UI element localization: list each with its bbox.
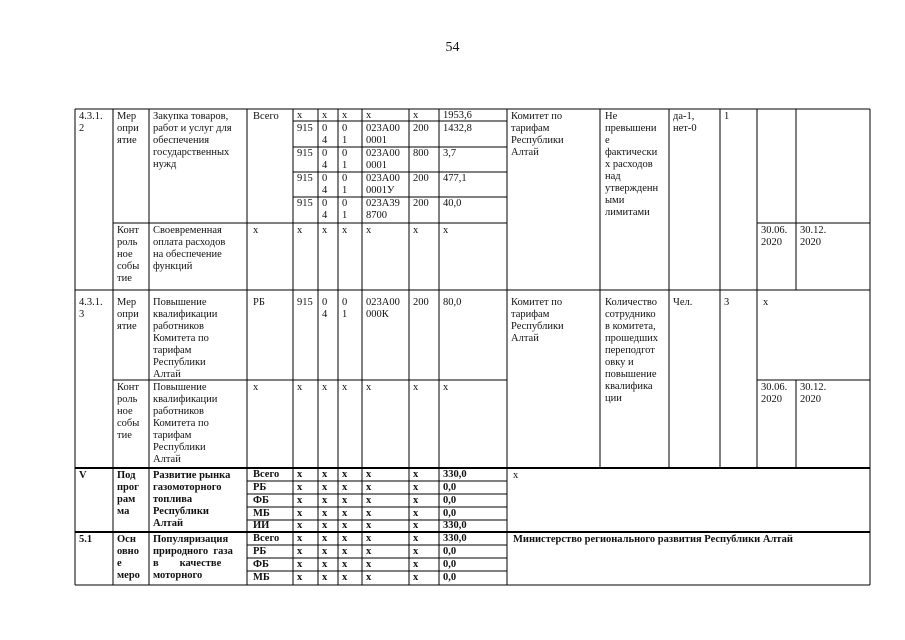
cell-amount: 0,0: [443, 559, 457, 570]
cell-grbs: x: [297, 520, 303, 531]
cell-grbs: x: [297, 469, 303, 480]
cell-vr: x: [413, 469, 419, 480]
cell-vr: x: [413, 520, 419, 531]
cell-grbs: x: [297, 110, 303, 121]
cell-csr: x: [366, 546, 372, 557]
cell-src: Всего: [253, 469, 280, 480]
cell-vr: x: [413, 546, 419, 557]
date-end: 30.12. 2020: [800, 225, 827, 248]
cell-csr: 023A39 8700: [366, 198, 400, 221]
cell-csr: x: [366, 225, 372, 236]
cell-grbs: x: [297, 482, 303, 493]
cell-vr: x: [413, 382, 419, 393]
cell-pr: x: [342, 382, 348, 393]
cell-vr: x: [413, 225, 419, 236]
cell-csr: x: [366, 482, 372, 493]
indicator: Не превышени е фактически х расходов над утвержденн ыми лимитами: [605, 111, 659, 218]
cell-grbs: x: [297, 559, 303, 570]
row-number: V: [79, 470, 87, 481]
cell-src: ФБ: [253, 495, 269, 506]
cell-src: Всего: [253, 533, 280, 544]
row-type: Осн овно е меро: [117, 534, 140, 581]
unit: да-1, нет-0: [673, 111, 697, 134]
page-number: 54: [445, 40, 460, 55]
row-type: Мер опри ятие: [117, 297, 139, 332]
cell-csr: x: [366, 495, 372, 506]
row-name: Популяризация природного газа в качестве моторного: [153, 534, 233, 581]
cell-amount: x: [443, 225, 449, 236]
cell-csr: 023A00 000К: [366, 297, 400, 320]
cell-rz: x: [322, 110, 328, 121]
cell-vr: x: [413, 508, 419, 519]
cell-rz: x: [322, 546, 328, 557]
cell-grbs: x: [297, 572, 303, 583]
indicator: Количество сотруднико в комитета, прошедших переподгот овку и повышение квалифика ции: [605, 297, 659, 404]
cell-pr: x: [342, 482, 348, 493]
cell-src: x: [253, 382, 259, 393]
cell-amount: 0,0: [443, 495, 457, 506]
cell-vr: x: [413, 495, 419, 506]
cell-pr: 0 1: [342, 173, 348, 196]
cell-vr: 200: [413, 198, 429, 209]
cell-pr: 0 1: [342, 297, 348, 320]
cell-rz: x: [322, 482, 328, 493]
executor: x: [513, 470, 519, 481]
cell-grbs: x: [297, 508, 303, 519]
executor: Комитет по тарифам Республики Алтай: [511, 297, 564, 344]
cell-amount: 330,0: [443, 469, 467, 480]
row-name: Повышение квалификации работников Комитета по тарифам Республики Алтай: [153, 382, 218, 465]
cell-grbs: 915: [297, 198, 313, 209]
dates-mark: x: [763, 297, 769, 308]
row-name: Развитие рынка газомоторного топлива Республики Алтай: [153, 470, 231, 529]
cell-pr: x: [342, 469, 348, 480]
cell-csr: x: [366, 559, 372, 570]
cell-vr: 800: [413, 148, 429, 159]
cell-amount: 477,1: [443, 173, 467, 184]
cell-amount: 330,0: [443, 533, 467, 544]
cell-rz: 0 4: [322, 198, 328, 221]
cell-rz: 0 4: [322, 148, 328, 171]
cell-pr: x: [342, 546, 348, 557]
row-number: 4.3.1. 2: [79, 111, 103, 134]
cell-vr: x: [413, 110, 419, 121]
row-name: Повышение квалификации работников Комитета по тарифам Республики Алтай: [153, 297, 218, 380]
cell-grbs: x: [297, 533, 303, 544]
cell-grbs: 915: [297, 148, 313, 159]
cell-rz: x: [322, 225, 328, 236]
executor: Комитет по тарифам Республики Алтай: [511, 111, 564, 158]
cell-vr: x: [413, 533, 419, 544]
cell-rz: x: [322, 572, 328, 583]
date-end: 30.12. 2020: [800, 382, 827, 405]
row-type: Конт роль ное собы тие: [117, 382, 140, 441]
cell-rz: 0 4: [322, 123, 328, 146]
cell-vr: 200: [413, 297, 429, 308]
cell-rz: x: [322, 508, 328, 519]
cell-csr: 023A00 0001: [366, 123, 400, 146]
cell-amount: 0,0: [443, 546, 457, 557]
cell-amount: 1953,6: [443, 110, 472, 121]
cell-csr: x: [366, 110, 372, 121]
cell-amount: 0,0: [443, 508, 457, 519]
cell-grbs: x: [297, 495, 303, 506]
cell-pr: x: [342, 508, 348, 519]
row-name: Своевременная оплата расходов на обеспечение функций: [153, 225, 226, 272]
cell-src: РБ: [253, 297, 265, 308]
target-value: 1: [724, 111, 730, 122]
cell-csr: x: [366, 382, 372, 393]
cell-grbs: 915: [297, 173, 313, 184]
cell-grbs: x: [297, 225, 303, 236]
row-type: Под прог рам ма: [117, 470, 139, 517]
cell-vr: 200: [413, 173, 429, 184]
cell-amount: 80,0: [443, 297, 462, 308]
cell-src: МБ: [253, 508, 270, 519]
cell-csr: 023A00 0001У: [366, 173, 400, 196]
cell-amount: 1432,8: [443, 123, 472, 134]
cell-src: ИИ: [253, 520, 270, 531]
cell-vr: 200: [413, 123, 429, 134]
cell-rz: x: [322, 382, 328, 393]
cell-pr: x: [342, 520, 348, 531]
unit: Чел.: [673, 297, 693, 308]
cell-src: ФБ: [253, 559, 269, 570]
cell-amount: 330,0: [443, 520, 467, 531]
cell-csr: x: [366, 572, 372, 583]
cell-csr: x: [366, 533, 372, 544]
row-number: 4.3.1. 3: [79, 297, 103, 320]
cell-vr: x: [413, 482, 419, 493]
cell-rz: 0 4: [322, 173, 328, 196]
cell-csr: x: [366, 508, 372, 519]
date-start: 30.06. 2020: [761, 225, 788, 248]
cell-rz: x: [322, 495, 328, 506]
cell-amount: 40,0: [443, 198, 462, 209]
cell-csr: x: [366, 520, 372, 531]
cell-pr: x: [342, 533, 348, 544]
cell-src: РБ: [253, 482, 267, 493]
row-number: 5.1: [79, 534, 93, 545]
cell-grbs: 915: [297, 297, 313, 308]
executor: Министерство регионального развития Республики Алтай: [513, 534, 793, 545]
cell-rz: 0 4: [322, 297, 328, 320]
cell-amount: 0,0: [443, 572, 457, 583]
cell-grbs: x: [297, 382, 303, 393]
cell-amount: 3,7: [443, 148, 457, 159]
row-type: Мер опри ятие: [117, 111, 139, 146]
target-value: 3: [724, 297, 730, 308]
cell-pr: x: [342, 495, 348, 506]
cell-rz: x: [322, 559, 328, 570]
cell-pr: x: [342, 559, 348, 570]
funding-source: Всего: [253, 111, 279, 122]
row-type: Конт роль ное собы тие: [117, 225, 140, 284]
cell-grbs: 915: [297, 123, 313, 134]
cell-rz: x: [322, 520, 328, 531]
cell-amount: x: [443, 382, 449, 393]
cell-vr: x: [413, 572, 419, 583]
cell-pr: x: [342, 225, 348, 236]
cell-csr: x: [366, 469, 372, 480]
cell-rz: x: [322, 469, 328, 480]
cell-pr: 0 1: [342, 198, 348, 221]
cell-pr: 0 1: [342, 123, 348, 146]
row-name: Закупка товаров, работ и услуг для обеспечения государственных нужд: [153, 111, 232, 170]
cell-csr: 023A00 0001: [366, 148, 400, 171]
cell-pr: x: [342, 572, 348, 583]
cell-pr: x: [342, 110, 348, 121]
date-start: 30.06. 2020: [761, 382, 788, 405]
cell-src: x: [253, 225, 259, 236]
cell-src: МБ: [253, 572, 270, 583]
cell-amount: 0,0: [443, 482, 457, 493]
cell-src: РБ: [253, 546, 267, 557]
cell-pr: 0 1: [342, 148, 348, 171]
cell-vr: x: [413, 559, 419, 570]
cell-rz: x: [322, 533, 328, 544]
cell-grbs: x: [297, 546, 303, 557]
